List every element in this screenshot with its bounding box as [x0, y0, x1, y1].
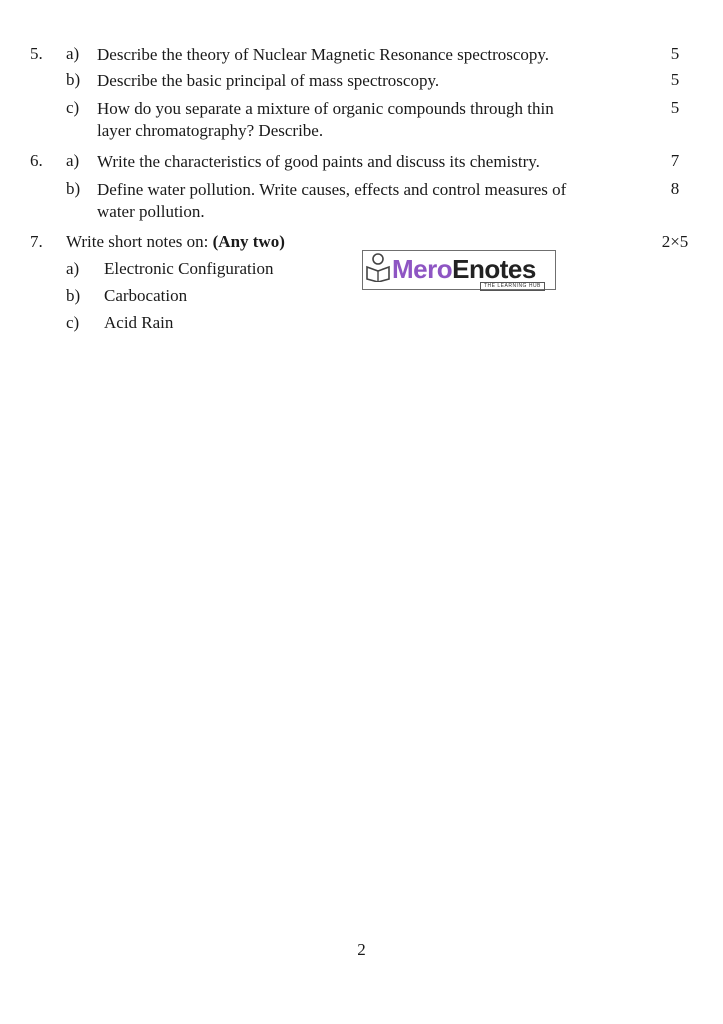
note-text: Acid Rain — [104, 313, 174, 332]
question-number: 6. — [30, 151, 43, 170]
marks: 8 — [670, 179, 680, 198]
part-text-line2: layer chromatography? Describe. — [97, 121, 324, 140]
part-text: Write the characteristics of good paints and discuss its chemistry. — [97, 152, 540, 171]
question-title-bold: (Any two) — [212, 232, 285, 251]
note-text: Carbocation — [104, 286, 188, 305]
note-letter: a) — [66, 259, 80, 278]
part-text-line1: Define water pollution. Write causes, effects and control measures of — [97, 180, 567, 199]
note-text: Electronic Configuration — [104, 259, 274, 278]
part-letter: c) — [66, 98, 80, 117]
part-letter: a) — [66, 44, 80, 63]
logo-tagline: THE LEARNING HUB — [480, 282, 545, 291]
note-letter: b) — [66, 286, 81, 305]
marks: 5 — [670, 70, 680, 89]
marks: 7 — [670, 151, 680, 170]
part-text-line2: water pollution. — [97, 202, 205, 221]
marks: 5 — [670, 44, 680, 63]
question-title-text: Write short notes on: — [66, 232, 213, 251]
part-text-line1: How do you separate a mixture of organic compounds through thin — [97, 99, 554, 118]
question-number: 5. — [30, 44, 43, 63]
page-number: 2 — [357, 940, 366, 959]
part-text: Describe the basic principal of mass spectroscopy. — [97, 71, 440, 90]
logo-brand-part2: Enotes — [452, 254, 536, 284]
part-letter: b) — [66, 179, 81, 198]
marks: 5 — [670, 98, 680, 117]
reader-icon — [365, 252, 391, 287]
merotenotes-logo — [362, 246, 558, 292]
part-letter: b) — [66, 70, 81, 89]
question-title — [66, 232, 366, 252]
question-number: 7. — [30, 232, 43, 251]
part-letter: a) — [66, 151, 80, 170]
part-text: Describe the theory of Nuclear Magnetic Resonance spectroscopy. — [97, 45, 550, 64]
note-letter: c) — [66, 313, 80, 332]
marks: 2×5 — [661, 232, 689, 251]
logo-brand — [392, 254, 536, 285]
logo-brand-part1: Mero — [392, 254, 453, 284]
